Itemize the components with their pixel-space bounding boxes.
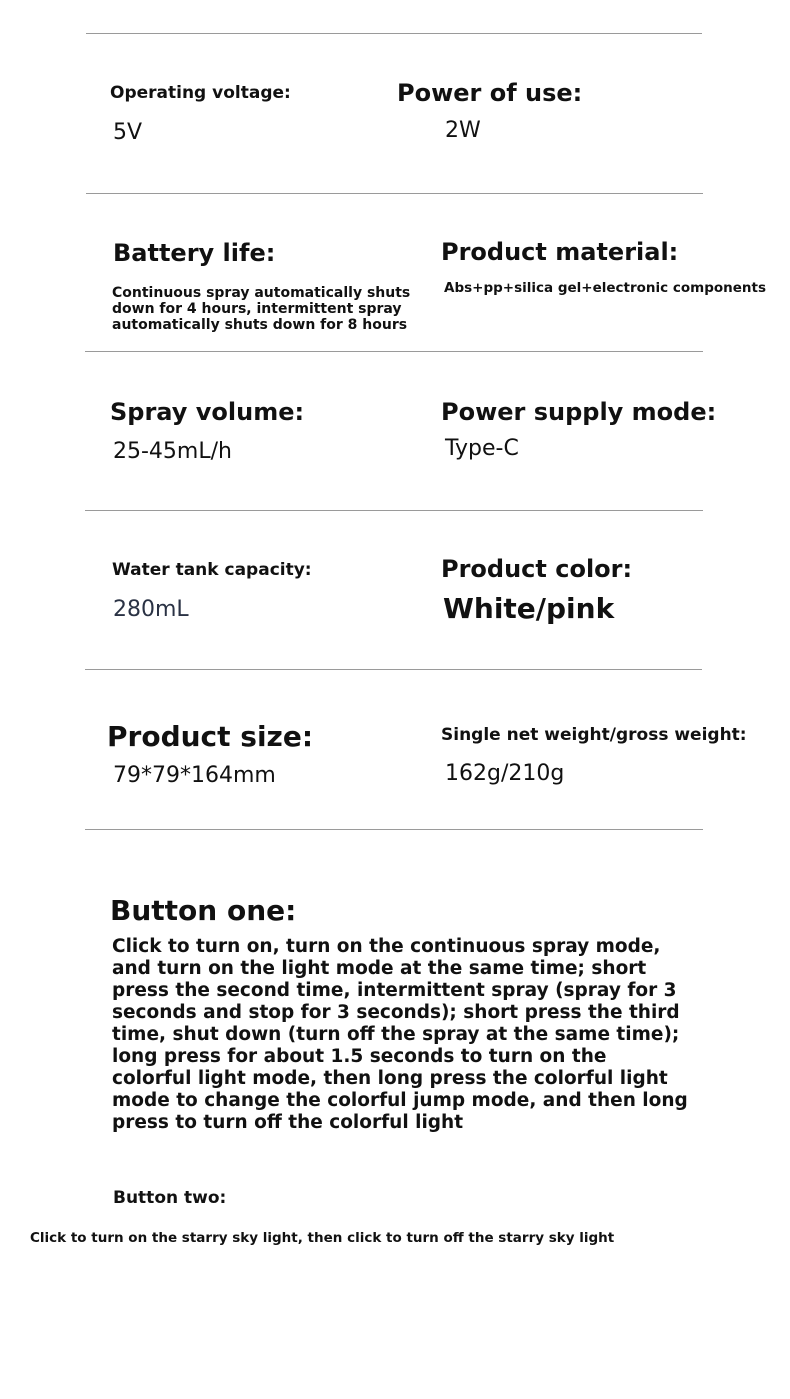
operating-voltage-label: Operating voltage:	[110, 83, 291, 103]
product-material-label: Product material:	[441, 238, 679, 266]
divider-3	[85, 351, 703, 352]
battery-life-label: Battery life:	[113, 239, 276, 267]
divider-1	[86, 33, 702, 34]
spray-volume-value: 25-45mL/h	[113, 439, 232, 464]
weight-label: Single net weight/gross weight:	[441, 725, 747, 745]
product-material-value: Abs+pp+silica gel+electronic components	[444, 280, 767, 296]
spray-volume-label: Spray volume:	[110, 398, 305, 426]
weight-value: 162g/210g	[445, 761, 565, 786]
product-size-label: Product size:	[107, 720, 314, 753]
power-of-use-value: 2W	[445, 118, 481, 143]
operating-voltage-value: 5V	[113, 120, 143, 145]
power-of-use-label: Power of use:	[397, 79, 583, 107]
divider-6	[85, 829, 703, 830]
divider-5	[85, 669, 702, 670]
product-color-label: Product color:	[441, 555, 633, 583]
battery-life-value: Continuous spray automatically shuts down for 4 hours, intermittent spray automatically shuts down for 8 hours	[112, 285, 411, 333]
button-one-title: Button one:	[110, 894, 297, 927]
divider-2	[86, 193, 703, 194]
power-supply-mode-label: Power supply mode:	[441, 398, 717, 426]
product-color-value: White/pink	[443, 592, 615, 625]
water-tank-capacity-value: 280mL	[113, 597, 189, 622]
button-two-description: Click to turn on the starry sky light, then click to turn off the starry sky light	[30, 1230, 615, 1246]
power-supply-mode-value: Type-C	[445, 436, 519, 461]
product-size-value: 79*79*164mm	[113, 763, 276, 788]
divider-4	[85, 510, 703, 511]
button-one-description: Click to turn on, turn on the continuous spray mode, and turn on the light mode at the same time; short press the second time, intermittent spray (spray for 3 seconds and stop for 3 seconds); short press the third time, shut down (turn off the spray at the same time); long press for about 1.5 seconds to turn on the colorful light mode, then long press the colorful light mode to change the colorful jump mode, and then long press to turn off the colorful light	[112, 936, 688, 1133]
water-tank-capacity-label: Water tank capacity:	[112, 560, 312, 580]
button-two-title: Button two:	[113, 1188, 227, 1208]
